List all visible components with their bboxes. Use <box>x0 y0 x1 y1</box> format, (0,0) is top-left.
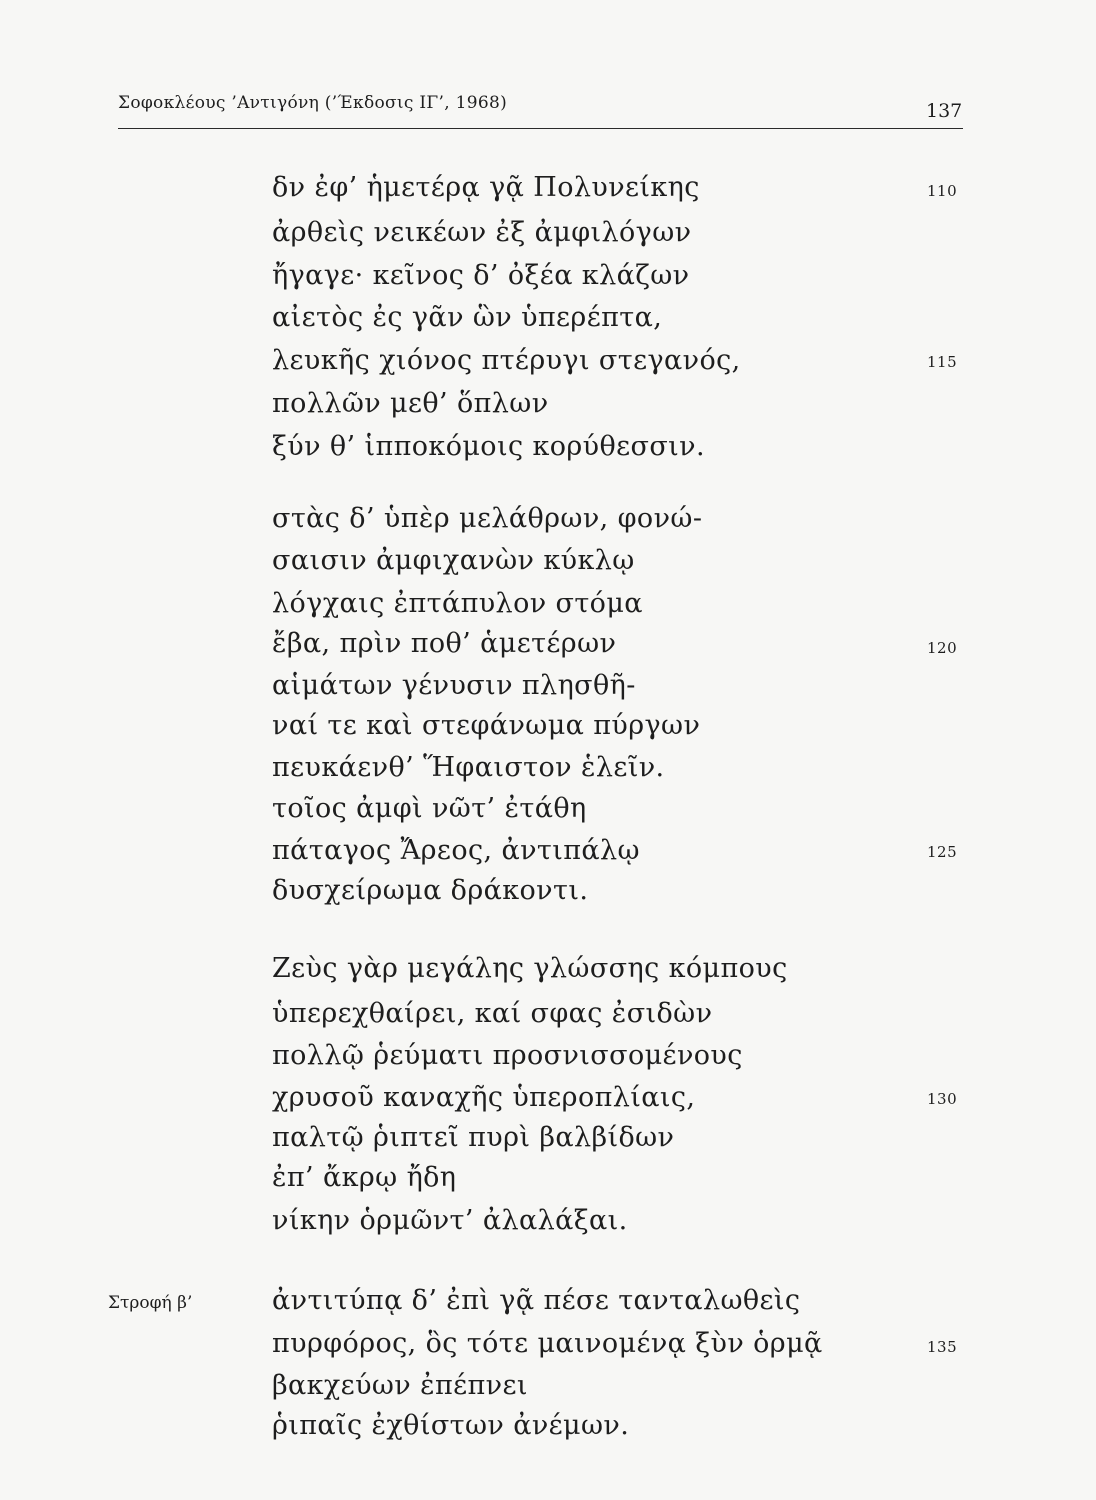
verse-line: πολλῶν μεθ’ ὅπλων <box>272 388 549 419</box>
verse-line: πευκάενθ’ Ἥφαιστον ἑλεῖν. <box>272 752 665 783</box>
verse-line: δυσχείρωμα δράκοντι. <box>272 875 589 906</box>
verse-line: ξύν θ’ ἱπποκόμοις κορύθεσσιν. <box>272 431 705 462</box>
verse-line: στὰς δ’ ὑπὲρ μελάθρων, φονώ- <box>272 503 703 534</box>
strophe-label: Στροφή β’ <box>108 1293 193 1313</box>
verse-line: αἱμάτων γένυσιν πλησθῆ- <box>272 670 636 701</box>
verse-line: πάταγος Ἄρεος, ἀντιπάλῳ <box>272 835 640 866</box>
line-number: 110 <box>927 182 958 200</box>
verse-line: δν ἐφ’ ἡμετέρᾳ γᾷ Πολυνείκης <box>272 172 700 203</box>
verse-line: πολλῷ ῥεύματι προσνισσομένους <box>272 1040 743 1071</box>
verse-line: αἰετὸς ἐς γᾶν ὣν ὑπερέπτα, <box>272 302 663 333</box>
verse-line: λόγχαις ἐπτάπυλον στόμα <box>272 588 643 619</box>
verse-line: ὑπερεχθαίρει, καί σφας ἐσιδὼν <box>272 998 713 1029</box>
verse-line: βακχεύων ἐπέπνει <box>272 1370 528 1401</box>
verse-line: λευκῆς χιόνος πτέρυγι στεγανός, <box>272 345 741 376</box>
verse-line: τοῖος ἀμφὶ νῶτ’ ἐτάθη <box>272 793 587 824</box>
line-number: 125 <box>927 843 958 861</box>
line-number: 120 <box>927 639 958 657</box>
verse-line: ἔβα, πρὶν ποθ’ ἁμετέρων <box>272 628 617 659</box>
verse-line: παλτῷ ῥιπτεῖ πυρὶ βαλβίδων <box>272 1122 675 1153</box>
verse-line: ἀντιτύπᾳ δ’ ἐπὶ γᾷ πέσε τανταλωθεὶς <box>272 1285 801 1316</box>
line-number: 130 <box>927 1090 958 1108</box>
verse-line: ἤγαγε· κεῖνος δ’ ὀξέα κλάζων <box>272 260 690 291</box>
verse-line: χρυσοῦ καναχῆς ὑπεροπλίαις, <box>272 1082 696 1113</box>
page-number: 137 <box>926 100 963 122</box>
verse-line: ναί τε καὶ στεφάνωμα πύργων <box>272 710 701 741</box>
running-head-title: Σοφοκλέους ’Αντιγόνη (’Έκδοσις ΙΓ’, 1968) <box>118 93 508 113</box>
verse-line: ἀρθεὶς νεικέων ἐξ ἀμφιλόγων <box>272 217 692 248</box>
line-number: 115 <box>927 353 958 371</box>
verse-line: ἐπ’ ἄκρῳ ἤδη <box>272 1162 457 1193</box>
line-number: 135 <box>927 1338 958 1356</box>
verse-line: ῥιπαῖς ἐχθίστων ἀνέμων. <box>272 1410 630 1441</box>
verse-line: σαισιν ἀμφιχανὼν κύκλῳ <box>272 545 635 576</box>
verse-line: πυρφόρος, ὃς τότε μαινομένᾳ ξὺν ὁρμᾷ <box>272 1328 823 1359</box>
verse-line: νίκην ὁρμῶντ’ ἀλαλάξαι. <box>272 1205 628 1236</box>
verse-line: Ζεὺς γὰρ μεγάλης γλώσσης κόμπους <box>272 953 788 984</box>
header-rule <box>118 128 963 129</box>
